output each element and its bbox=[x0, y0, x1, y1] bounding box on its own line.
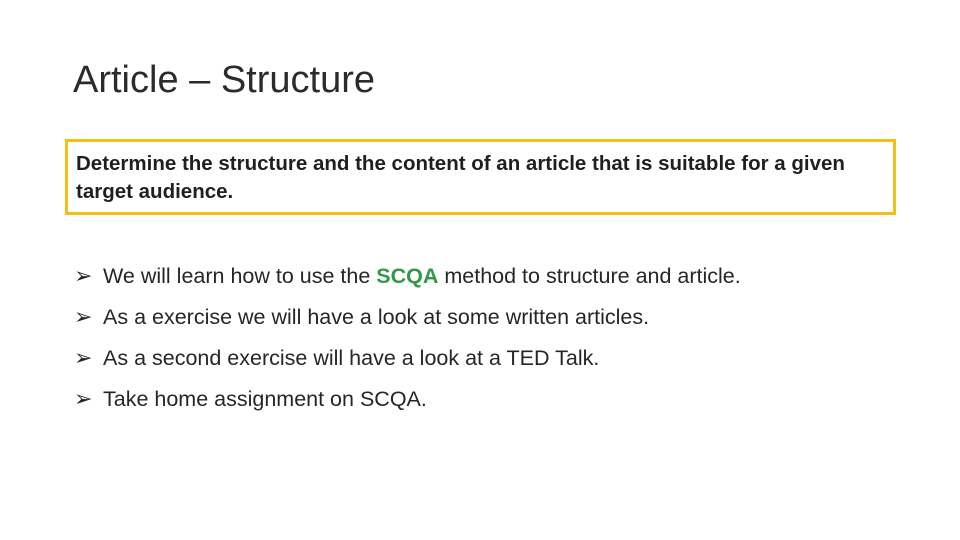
list-item bbox=[74, 381, 934, 422]
bullet-list bbox=[74, 258, 934, 422]
arrow-bullet-icon: ➢ bbox=[74, 387, 93, 412]
bullet-text bbox=[103, 258, 741, 294]
bullet-text: As a second exercise will have a look at a TED Talk. bbox=[103, 346, 600, 370]
list-item bbox=[74, 340, 934, 381]
bullet-text: As a exercise we will have a look at some written articles. bbox=[103, 305, 650, 329]
arrow-bullet-icon: ➢ bbox=[74, 305, 93, 330]
bullet-text: Take home assignment on SCQA. bbox=[103, 387, 427, 411]
arrow-bullet-icon: ➢ bbox=[74, 264, 93, 289]
bullet-text-before: We will learn how to use the bbox=[103, 264, 377, 288]
scqa-highlight: SCQA bbox=[376, 264, 439, 288]
bullet-text-after: method to structure and article. bbox=[438, 264, 741, 288]
list-item bbox=[74, 299, 934, 340]
objective-text: Determine the structure and the content of an article that is suitable for a given target audience. bbox=[76, 152, 845, 203]
list-item bbox=[74, 258, 934, 299]
arrow-bullet-icon: ➢ bbox=[74, 346, 93, 371]
objective-box bbox=[65, 139, 896, 215]
slide-title: Article – Structure bbox=[73, 59, 375, 101]
